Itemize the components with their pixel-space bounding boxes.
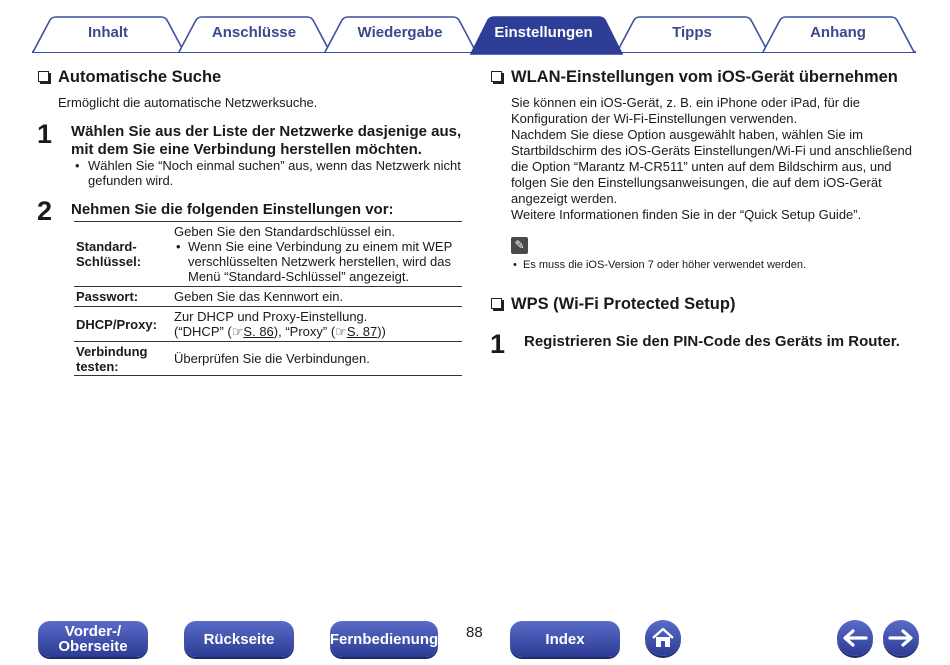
tab-bar: [0, 0, 950, 56]
wlan-line: Startbildschirm des iOS-Geräts Einstellungen/Wi-Fi und anschließend: [511, 143, 913, 158]
key-standard-line1: Standard-: [76, 239, 137, 254]
wlan-line: Nachdem Sie diese Option ausgewählt haben, wählen Sie im: [511, 127, 863, 142]
value-standard-sub3: Menü “Standard-Schlüssel” angezeigt.: [188, 269, 410, 284]
table-value-password: Geben Sie das Kennwort ein.: [174, 289, 344, 304]
section-title-wps: [491, 295, 735, 314]
wps-step-text: Registrieren Sie den PIN-Code des Geräts im Router.: [524, 333, 900, 350]
proxy-page-link[interactable]: S. 87: [346, 324, 378, 339]
front-top-line1: Vorder-/: [64, 623, 122, 640]
checkbox-square-icon: [38, 71, 49, 82]
auto-search-title: Automatische Suche: [58, 68, 222, 86]
front-top-button[interactable]: [38, 621, 148, 657]
tab-einstellungen[interactable]: Einstellungen: [494, 24, 593, 41]
hand-pointer-icon: ☞: [231, 324, 244, 339]
wlan-body: [511, 95, 912, 223]
table-key-standard: [74, 222, 174, 287]
rear-panel-button[interactable]: Rückseite: [184, 621, 294, 657]
tab-anhang[interactable]: Anhang: [810, 24, 866, 41]
table-value-standard: [174, 222, 462, 287]
step-number-2: 2: [37, 196, 53, 226]
step-1-bullet-line1: • Wählen Sie “Noch einmal suchen” aus, wenn das Netzwerk nicht: [88, 158, 461, 173]
home-button[interactable]: [645, 620, 681, 656]
previous-page-button[interactable]: [837, 620, 873, 656]
hand-pointer-icon: ☞: [335, 324, 347, 339]
wlan-line: die Option “Marantz M-CR511” unten auf dem Bildschirm aus, und: [511, 159, 892, 174]
wlan-line: Konfiguration der Wi-Fi-Einstellungen verwenden.: [511, 111, 798, 126]
dhcp-prefix: (“DHCP” (: [174, 324, 232, 339]
table-row-test: [74, 342, 462, 376]
key-standard-line2: Schlüssel:: [76, 254, 142, 269]
tab-anschluesse[interactable]: Anschlüsse: [211, 24, 297, 41]
table-value-dhcp: [174, 307, 462, 342]
section-title-wlan: [491, 68, 898, 87]
table-key-test: [74, 342, 174, 376]
wps-title: WPS (Wi-Fi Protected Setup): [511, 295, 736, 313]
page-number: 88: [466, 624, 483, 641]
wlan-line: Weitere Informationen finden Sie in der “Quick Setup Guide”.: [511, 207, 862, 222]
value-standard-line1: Geben Sie den Standardschlüssel ein.: [174, 224, 396, 239]
key-test-line1: Verbindung: [76, 343, 148, 359]
table-value-test: Überprüfen Sie die Verbindungen.: [174, 351, 370, 366]
table-key-dhcp: DHCP/Proxy:: [76, 316, 157, 332]
arrow-right-icon: [888, 628, 914, 648]
front-top-line2: Oberseite: [58, 638, 128, 655]
next-page-button[interactable]: [883, 620, 919, 656]
settings-table: [74, 221, 462, 376]
key-test-line2: testen:: [76, 358, 119, 374]
dhcp-mid: ), “Proxy” (: [273, 324, 336, 339]
pencil-note-icon: ✎: [511, 237, 528, 254]
step-2-title: Nehmen Sie die folgenden Einstellungen vor:: [71, 201, 394, 218]
index-button[interactable]: Index: [510, 621, 620, 657]
checkbox-square-icon: [491, 298, 502, 309]
dhcp-page-link[interactable]: S. 86: [243, 324, 274, 339]
tab-inhalt[interactable]: Inhalt: [88, 24, 128, 41]
wlan-title: WLAN-Einstellungen vom iOS-Gerät übernehmen: [511, 68, 898, 86]
step-1-text: [71, 123, 461, 159]
wlan-note: • Es muss die iOS-Version 7 oder höher verwendet werden.: [513, 259, 806, 272]
value-dhcp-line1: Zur DHCP und Proxy-Einstellung.: [174, 309, 368, 324]
home-icon: [651, 627, 675, 649]
section-title-auto-search: [38, 68, 221, 87]
value-standard-bullet: [174, 239, 462, 284]
step-number-1: 1: [37, 119, 53, 149]
remote-control-button[interactable]: Fernbedienung: [330, 621, 438, 657]
value-standard-sub2: verschlüsselten Netzwerk herstellen, wird das: [188, 254, 451, 269]
step-1-line1: Wählen Sie aus der Liste der Netzwerke dasjenige aus,: [71, 123, 462, 140]
table-row-password: [74, 287, 462, 307]
wlan-line: angezeigt werden.: [511, 191, 618, 206]
wlan-line: folgen Sie den Einstellungsanweisungen, die auf dem iOS-Gerät: [511, 175, 882, 190]
value-standard-sub1: • Wenn Sie eine Verbindung zu einem mit WEP: [188, 239, 453, 254]
step-1-line2: mit dem Sie eine Verbindung herstellen möchten.: [71, 141, 422, 158]
table-row-dhcp: [74, 307, 462, 342]
dhcp-suffix: )): [377, 324, 386, 339]
tab-wiedergabe[interactable]: Wiedergabe: [357, 24, 443, 41]
step-1-bullet: [75, 158, 461, 188]
table-key-password: Passwort:: [76, 289, 139, 304]
arrow-left-icon: [842, 628, 868, 648]
wps-step-number: 1: [490, 329, 506, 359]
tab-tipps[interactable]: Tipps: [672, 24, 712, 41]
wlan-line: Sie können ein iOS-Gerät, z. B. ein iPhone oder iPad, für die: [511, 95, 861, 110]
value-dhcp-line2: [174, 324, 462, 339]
step-1-bullet-line2: gefunden wird.: [88, 173, 174, 188]
table-row-standard-key: [74, 222, 462, 287]
auto-search-desc: Ermöglicht die automatische Netzwerksuche.: [58, 95, 318, 110]
checkbox-square-icon: [491, 71, 502, 82]
